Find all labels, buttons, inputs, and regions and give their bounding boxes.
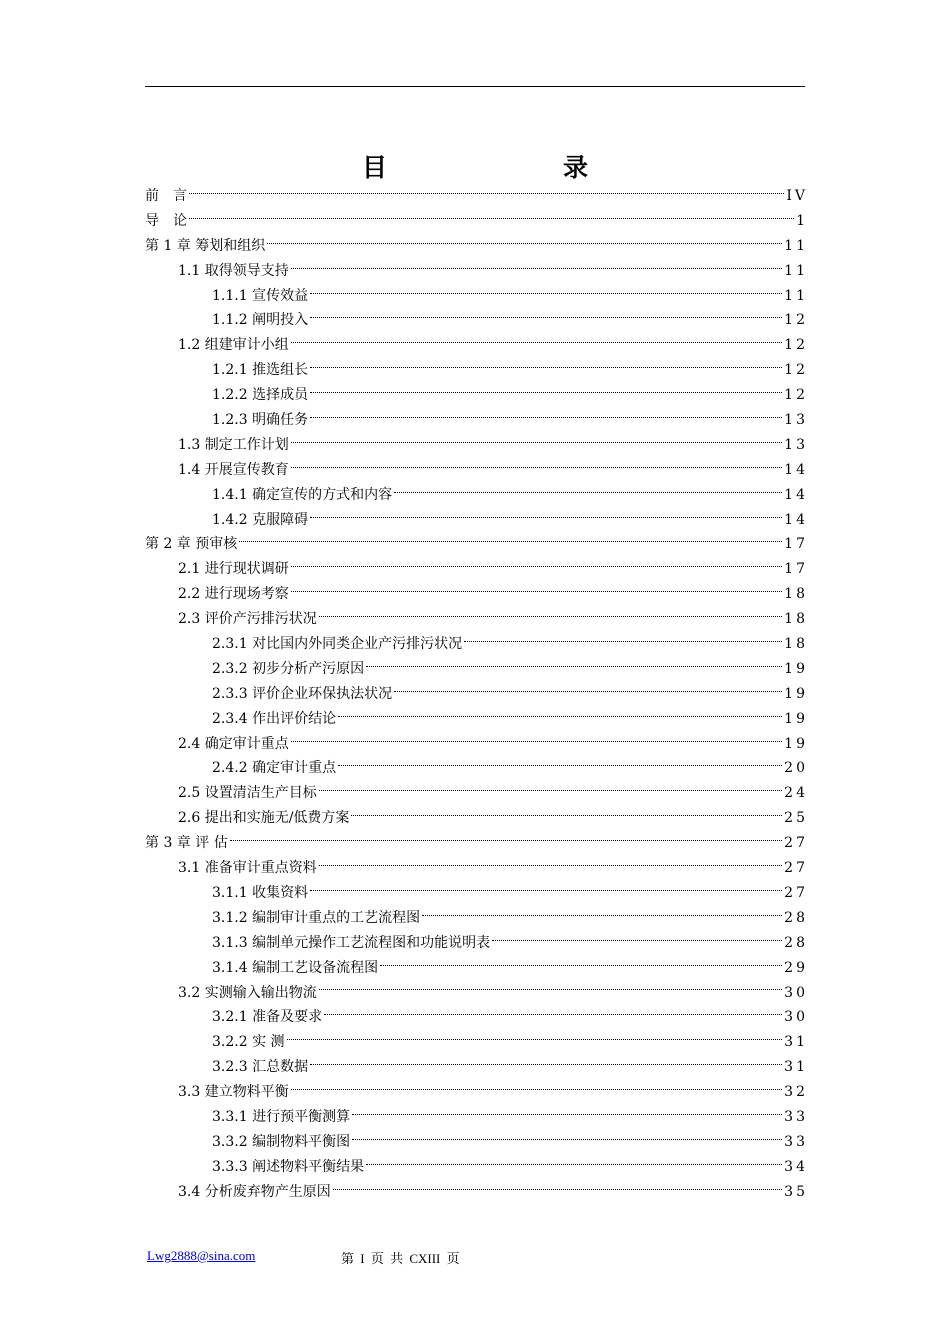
dot-leader — [310, 417, 782, 418]
toc-entry-page: 30 — [784, 984, 808, 1001]
toc-entry-page: IV — [786, 188, 808, 204]
dot-leader — [324, 1014, 782, 1015]
dot-leader — [267, 243, 782, 244]
toc-entry-label: 1.4 开展宣传教育 — [178, 461, 289, 478]
dot-leader — [291, 467, 782, 468]
toc-entry-label: 3.2 实测输入输出物流 — [178, 984, 317, 1001]
dot-leader — [338, 765, 782, 766]
toc-entry-page: 28 — [784, 934, 808, 951]
toc-entry-page: 14 — [784, 486, 808, 503]
toc-entry-label: 3.3 建立物料平衡 — [178, 1084, 289, 1101]
dot-leader — [319, 865, 782, 866]
dot-leader — [310, 293, 782, 294]
toc-entry-page: 25 — [784, 810, 808, 827]
toc-entry[interactable] — [145, 856, 808, 881]
dot-leader — [287, 1039, 783, 1040]
toc-entry-page: 33 — [784, 1133, 808, 1150]
dot-leader — [310, 317, 782, 318]
dot-leader — [394, 492, 782, 493]
toc-entry[interactable] — [145, 607, 808, 632]
toc-entry-label: 3.2.2 实 测 — [212, 1034, 285, 1051]
toc-entry[interactable] — [145, 806, 808, 831]
toc-entry-page: 34 — [784, 1158, 808, 1175]
toc-entry[interactable] — [145, 682, 808, 707]
dot-leader — [464, 641, 782, 642]
dot-leader — [366, 666, 782, 667]
header-rule — [145, 86, 805, 87]
toc-entry[interactable] — [145, 1030, 808, 1055]
toc-entry-label: 1.2.3 明确任务 — [212, 412, 309, 429]
toc-entry-label: 3.2.3 汇总数据 — [212, 1059, 309, 1076]
toc-entry-label: 2.1 进行现状调研 — [178, 561, 289, 578]
toc-entry-page: 14 — [784, 511, 808, 528]
dot-leader — [291, 442, 782, 443]
toc-entry[interactable] — [145, 508, 808, 533]
toc-entry[interactable] — [145, 1155, 808, 1180]
toc-entry[interactable] — [145, 831, 808, 856]
toc-entry[interactable] — [145, 1005, 808, 1030]
toc-entry[interactable] — [145, 284, 808, 309]
dot-leader — [380, 965, 782, 966]
toc-entry-label: 3.3.1 进行预平衡测算 — [212, 1108, 351, 1125]
toc-entry-page: 27 — [784, 884, 808, 901]
page-title: 目 录 — [361, 153, 630, 182]
dot-leader — [319, 616, 782, 617]
dot-leader — [189, 193, 784, 194]
toc-entry-label: 1.1 取得领导支持 — [178, 262, 289, 279]
toc-entry-label: 3.1.4 编制工艺设备流程图 — [212, 959, 379, 976]
dot-leader — [319, 790, 782, 791]
toc-entry[interactable] — [145, 1080, 808, 1105]
toc-entry-label: 第 1 章 筹划和组织 — [145, 237, 266, 254]
toc-entry-page: 27 — [784, 860, 808, 877]
toc-entry-label: 2.2 进行现场考察 — [178, 586, 289, 603]
toc-entry[interactable] — [145, 956, 808, 981]
toc-entry-label: 2.4.2 确定审计重点 — [212, 760, 337, 777]
toc-entry-label: 2.3.1 对比国内外同类企业产污排污状况 — [212, 636, 463, 653]
dot-leader — [394, 691, 782, 692]
toc-entry[interactable] — [145, 259, 808, 284]
toc-entry[interactable] — [145, 1105, 808, 1130]
toc-entry-label: 1.4.1 确定宣传的方式和内容 — [212, 486, 393, 503]
toc-entry[interactable] — [145, 308, 808, 333]
footer-email-link[interactable]: Lwg2888@sina.com — [147, 1248, 256, 1263]
toc-entry-page: 11 — [784, 262, 808, 279]
toc-entry-label: 1.2.1 推选组长 — [212, 362, 309, 379]
toc-entry-label: 1.3 制定工作计划 — [178, 436, 289, 453]
toc-entry-page: 12 — [784, 387, 808, 404]
toc-entry[interactable] — [145, 234, 808, 259]
dot-leader — [291, 268, 782, 269]
toc-entry-label: 1.2.2 选择成员 — [212, 387, 309, 404]
toc-entry-page: 11 — [784, 287, 808, 304]
toc-entry-label: 1.2 组建审计小组 — [178, 337, 289, 354]
dot-leader — [351, 815, 782, 816]
toc-entry[interactable] — [145, 383, 808, 408]
toc-entry-label: 前 言 — [145, 188, 187, 204]
dot-leader — [291, 741, 782, 742]
toc-entry-page: 19 — [784, 735, 808, 752]
toc-entry-label: 2.3 评价产污排污状况 — [178, 611, 317, 628]
dot-leader — [310, 517, 782, 518]
toc-entry-page: 17 — [784, 561, 808, 578]
toc-entry[interactable] — [145, 333, 808, 358]
toc-entry[interactable] — [145, 881, 808, 906]
toc-entry[interactable] — [145, 408, 808, 433]
dot-leader — [310, 367, 782, 368]
dot-leader — [352, 1139, 782, 1140]
toc-entry-page: 12 — [784, 312, 808, 329]
toc-entry[interactable] — [145, 1055, 808, 1080]
toc-entry-label: 3.3.3 阐述物料平衡结果 — [212, 1158, 365, 1175]
toc-entry[interactable] — [145, 931, 808, 956]
toc-entry-label: 1.4.2 克服障碍 — [212, 511, 309, 528]
table-of-contents — [145, 184, 808, 1205]
toc-entry-page: 30 — [784, 1009, 808, 1026]
dot-leader — [239, 541, 782, 542]
toc-entry[interactable] — [145, 458, 808, 483]
toc-entry-label: 3.1.1 收集资料 — [212, 884, 309, 901]
toc-entry-page: 14 — [784, 461, 808, 478]
toc-entry-page: 33 — [784, 1108, 808, 1125]
toc-entry-label: 2.4 确定审计重点 — [178, 735, 289, 752]
toc-entry-label: 导 论 — [145, 212, 187, 229]
toc-entry-page: 20 — [784, 760, 808, 777]
toc-entry-page: 24 — [784, 785, 808, 802]
toc-entry[interactable] — [145, 981, 808, 1006]
toc-entry[interactable] — [145, 707, 808, 732]
dot-leader — [189, 218, 794, 219]
toc-entry-page: 27 — [784, 835, 808, 852]
toc-entry-page: 32 — [784, 1084, 808, 1101]
toc-entry-page: 35 — [784, 1183, 808, 1200]
dot-leader — [492, 940, 782, 941]
dot-leader — [422, 915, 782, 916]
toc-entry-page: 18 — [784, 636, 808, 653]
dot-leader — [310, 392, 782, 393]
toc-entry-label: 1.1.1 宣传效益 — [212, 287, 309, 304]
toc-entry[interactable] — [145, 582, 808, 607]
footer-page-number: 第 I 页 共 CXIII 页 — [341, 1251, 460, 1266]
toc-entry-page: 31 — [784, 1059, 808, 1076]
toc-entry-page: 18 — [784, 586, 808, 603]
toc-entry-page: 12 — [784, 337, 808, 354]
toc-entry[interactable] — [145, 657, 808, 682]
toc-entry-label: 2.3.3 评价企业环保执法状况 — [212, 685, 393, 702]
toc-entry-label: 2.3.4 作出评价结论 — [212, 710, 337, 727]
toc-entry-label: 2.3.2 初步分析产污原因 — [212, 660, 365, 677]
toc-entry[interactable] — [145, 1180, 808, 1205]
toc-entry-page: 29 — [784, 959, 808, 976]
toc-entry-page: 11 — [784, 237, 808, 254]
toc-entry-page: 17 — [784, 536, 808, 553]
dot-leader — [230, 840, 782, 841]
toc-entry-label: 2.6 提出和实施无/低费方案 — [178, 810, 350, 827]
toc-entry[interactable] — [145, 532, 808, 557]
toc-entry[interactable] — [145, 557, 808, 582]
toc-entry-label: 3.1.3 编制单元操作工艺流程图和功能说明表 — [212, 934, 491, 951]
toc-entry-label: 第 3 章 评 估 — [145, 835, 228, 852]
toc-entry[interactable] — [145, 358, 808, 383]
toc-entry-label: 1.1.2 阐明投入 — [212, 312, 309, 329]
toc-entry[interactable] — [145, 632, 808, 657]
toc-entry-page: 31 — [784, 1034, 808, 1051]
toc-entry-label: 3.4 分析废弃物产生原因 — [178, 1183, 331, 1200]
dot-leader — [319, 989, 782, 990]
dot-leader — [352, 1114, 782, 1115]
toc-entry-page: 19 — [784, 660, 808, 677]
toc-entry-page: 19 — [784, 685, 808, 702]
dot-leader — [310, 890, 782, 891]
toc-entry-page: 18 — [784, 611, 808, 628]
dot-leader — [291, 566, 782, 567]
toc-entry[interactable] — [145, 781, 808, 806]
toc-entry[interactable] — [145, 433, 808, 458]
dot-leader — [310, 1064, 782, 1065]
toc-entry-label: 2.5 设置清洁生产目标 — [178, 785, 317, 802]
toc-entry-page: 1 — [796, 212, 808, 229]
dot-leader — [333, 1189, 782, 1190]
toc-entry[interactable] — [145, 732, 808, 757]
toc-entry[interactable] — [145, 1130, 808, 1155]
toc-entry[interactable] — [145, 483, 808, 508]
toc-entry-page: 28 — [784, 909, 808, 926]
dot-leader — [338, 716, 782, 717]
toc-entry-page: 13 — [784, 412, 808, 429]
toc-entry-label: 3.1 准备审计重点资料 — [178, 860, 317, 877]
toc-entry-page: 19 — [784, 710, 808, 727]
toc-entry-page: 13 — [784, 436, 808, 453]
toc-entry-page: 12 — [784, 362, 808, 379]
toc-entry[interactable] — [145, 184, 808, 209]
dot-leader — [291, 591, 782, 592]
toc-entry-label: 3.3.2 编制物料平衡图 — [212, 1133, 351, 1150]
toc-entry[interactable] — [145, 906, 808, 931]
dot-leader — [291, 1089, 782, 1090]
dot-leader — [291, 342, 782, 343]
toc-entry-label: 3.2.1 准备及要求 — [212, 1009, 323, 1026]
dot-leader — [366, 1164, 782, 1165]
toc-entry[interactable] — [145, 756, 808, 781]
toc-entry[interactable] — [145, 209, 808, 234]
toc-entry-label: 3.1.2 编制审计重点的工艺流程图 — [212, 909, 421, 926]
toc-entry-label: 第 2 章 预审核 — [145, 536, 238, 553]
